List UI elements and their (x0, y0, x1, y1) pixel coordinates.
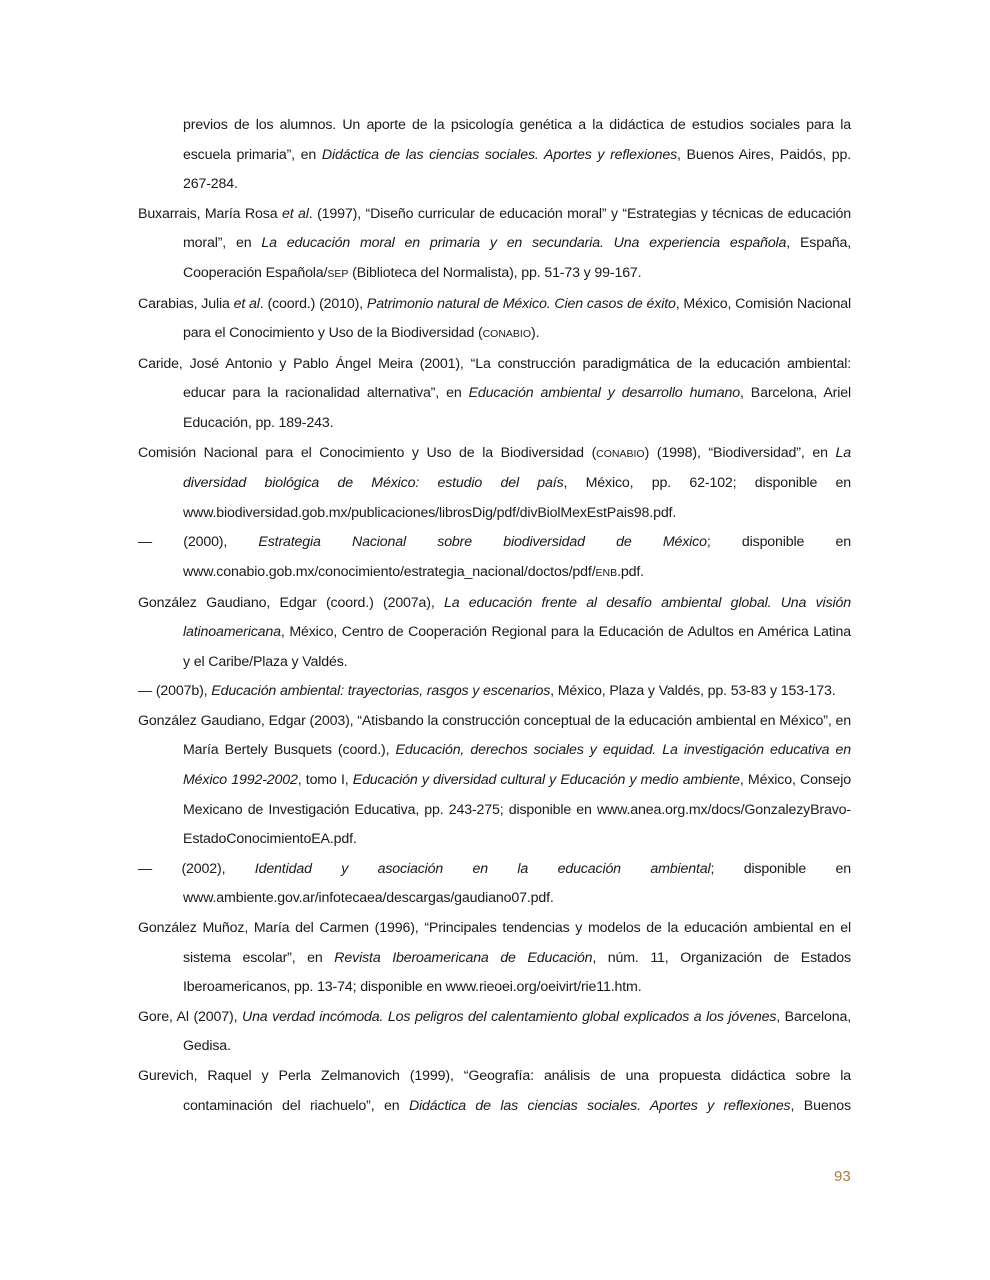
reference-gonzalez-munoz-1996: González Muñoz, María del Carmen (1996), “Principales tendencias y modelos de la educación ambiental en el sistema escolar”, en Revista Iberoamericana de Educación, núm. 11, Organización de Estados Iberoamericanos, pp. 13-74; disponible en www.rieoei.org/oeivirt/rie11.htm. (138, 920, 851, 996)
acronym: SEP (327, 267, 349, 280)
reference-gurevich-1999: Gurevich, Raquel y Perla Zelmanovich (1999), “Geografía: análisis de una propuesta didáctica sobre la contaminación del riachuelo”, en Didáctica de las ciencias sociales. Aportes y reflexiones, Buenos (138, 1068, 851, 1114)
reference-continued: previos de los alumnos. Un aporte de la psicología genética a la didáctica de estudios sociales para la escuela primaria”, en Didáctica de las ciencias sociales. Aportes y reflexiones, Buenos Aires, Paidós, pp. 267-284. (183, 117, 851, 193)
reference-gonzalez-gaudiano-2007b: — (2007b), Educación ambiental: trayectorias, rasgos y escenarios, México, Plaza y Valdés, pp. 53-83 y 153-173. (138, 683, 836, 700)
italic-title: La diversidad biológica de México: estudio del país (183, 444, 851, 492)
italic-title: Revista Iberoamericana de Educación (334, 949, 593, 966)
italic-title: Educación y diversidad cultural y Educación y medio ambiente (352, 772, 740, 789)
reference-gonzalez-gaudiano-2002: — (2002), Identidad y asociación en la educación ambiental; disponible en www.ambiente.gov.ar/infotecaea/descargas/gaudiano07.pdf. (138, 860, 852, 907)
acronym: ENB (595, 566, 618, 579)
italic-title: Patrimonio natural de México. Cien casos de éxito (366, 295, 676, 312)
italic-title: Identidad y asociación en la educación ambiental (254, 860, 711, 877)
reference-gore-2007: Gore, Al (2007), Una verdad incómoda. Los peligros del calentamiento global explicados a los jóvenes, Barcelona, Gedisa. (138, 1008, 851, 1055)
page-number: 93 (834, 1168, 851, 1185)
italic-title: La educación moral en primaria y en secundaria. Una experiencia española (261, 235, 787, 252)
reference-conabio-2000: — (2000), Estrategia Nacional sobre biodiversidad de México; disponible en www.conabio.gob.mx/conocimiento/estrategia_nacional/doctos/pdf/ENB.pdf. (138, 534, 851, 580)
italic-title: Educación, derechos sociales y equidad. La investigación educativa en México 1992-2002 (183, 742, 851, 789)
reference-conabio-1998: Comisión Nacional para el Conocimiento y Uso de la Biodiversidad (CONABIO) (1998), “Biodiversidad”, en La diversidad biológica de México: estudio del país, México, pp. 62-102; disponible en www.biodiversidad.gob.mx/publicaciones/librosDig/pdf/divBiolMexEstPais98.pdf. (138, 444, 852, 521)
italic-title: Educación ambiental: trayectorias, rasgos y escenarios (211, 683, 551, 700)
reference-carabias-2010: Carabias, Julia et al. (coord.) (2010), Patrimonio natural de México. Cien casos de éxito, México, Comisión Nacional para el Conocimiento y Uso de la Biodiversidad (CONABIO). (138, 295, 851, 342)
acronym: CONABIO (482, 328, 532, 341)
bibliography-list (138, 111, 851, 1121)
italic-title: Una verdad incómoda. Los peligros del calentamiento global explicados a los jóvenes (241, 1008, 777, 1025)
italic-title: et al (233, 295, 260, 312)
reference-gonzalez-gaudiano-2003: González Gaudiano, Edgar (2003), “Atisbando la construcción conceptual de la educación ambiental en México”, en María Bertely Busquets (coord.), Educación, derechos sociales y equidad. La investigación educativa en México 1992-2002, tomo I, Educación y diversidad cultural y Educación y medio ambiente, México, Consejo Mexicano de Investigación Educativa, pp. 243-275; disponible en www.anea.org.mx/docs/GonzalezyBravo-EstadoConocimientoEA.pdf. (138, 712, 851, 848)
italic-title: Didáctica de las ciencias sociales. Aportes y reflexiones (321, 146, 678, 163)
italic-title: et al (281, 205, 309, 222)
reference-gonzalez-gaudiano-2007a: González Gaudiano, Edgar (coord.) (2007a), La educación frente al desafío ambiental global. Una visión latinoamericana, México, Centro de Cooperación Regional para la Educación de Adultos en América Latina y el Caribe/Plaza y Valdés. (138, 594, 851, 670)
italic-title: La educación frente al desafío ambiental global. Una visión latinoamericana (183, 594, 851, 641)
italic-title: Didáctica de las ciencias sociales. Aportes y reflexiones (408, 1097, 791, 1114)
acronym: CONABIO (596, 447, 645, 460)
italic-title: Educación ambiental y desarrollo humano (468, 385, 740, 402)
italic-title: Estrategia Nacional sobre biodiversidad de México (258, 534, 707, 551)
reference-caride-2001: Caride, José Antonio y Pablo Ángel Meira (2001), “La construcción paradigmática de la educación ambiental: educar para la racionalidad alternativa”, en Educación ambiental y desarrollo humano, Barcelona, Ariel Educación, pp. 189-243. (138, 355, 851, 431)
reference-buxarrais-1997: Buxarrais, María Rosa et al. (1997), “Diseño curricular de educación moral” y “Estrategias y técnicas de educación moral”, en La educación moral en primaria y en secundaria. Una experiencia española, España, Cooperación Española/SEP (Biblioteca del Normalista), pp. 51-73 y 99-167. (138, 205, 851, 281)
